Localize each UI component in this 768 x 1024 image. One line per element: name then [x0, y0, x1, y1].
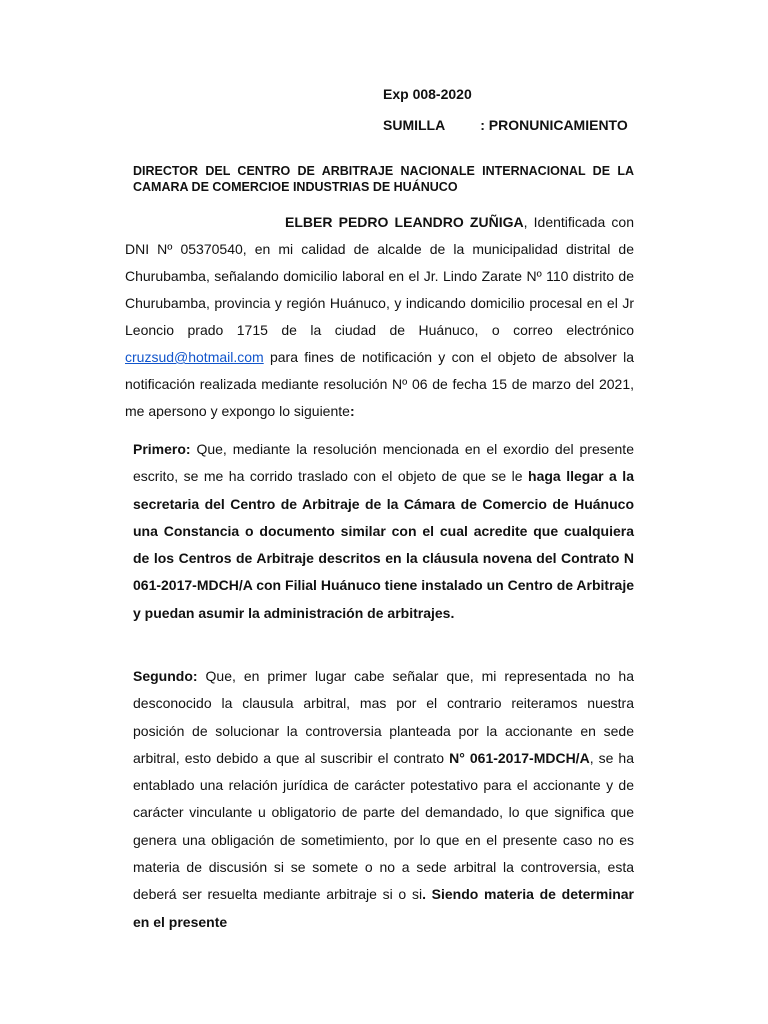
expediente-number: Exp 008-2020: [383, 86, 472, 102]
sumilla-line: [383, 117, 628, 133]
petitioner-name: ELBER PEDRO LEANDRO ZUÑIGA: [285, 214, 524, 230]
primero-text-1: Que, mediante la resolución mencionada en el exordio del presente escrito, se me ha corrido traslado con el objeto de que se le: [133, 441, 634, 485]
intro-paragraph: [125, 209, 634, 425]
segundo-text-1: Que, en primer lugar cabe señalar que, mi representada no ha desconocido la clausula arbitral, mas por el contrario reiteramos nuestra posición de solucionar la controversia planteada por la accionante en sede arbitral, esto debido a que al suscribir el contrato: [133, 668, 634, 766]
sumilla-label: SUMILLA: [383, 117, 446, 133]
intro-text-2: para fines de notificación y con el objeto de absolver la notificación realizada mediante resolución Nº 06 de fecha 15 de marzo del 2021, me apersono y expongo lo siguiente: [125, 349, 634, 419]
segundo-bold-2: . Siendo materia de determinar en el presente: [133, 886, 634, 930]
email-link[interactable]: cruzsud@hotmail.com: [125, 349, 264, 365]
primero-bold-1: haga llegar a la secretaria del Centro de Arbitraje de la Cámara de Comercio de Huánuco una Constancia o documento similar con el cual acredite que cualquiera de los Centros de Arbitraje descritos en la cláusula novena del Contrato N 061-2017-MDCH/A con Filial Huánuco tiene instalado un Centro de Arbitraje y puedan asumir la administración de arbitrajes.: [133, 468, 634, 621]
primero-label: Primero:: [133, 441, 191, 457]
primero-paragraph: [133, 436, 634, 627]
sumilla-value: : PRONUNICAMIENTO: [480, 117, 628, 133]
intro-colon: :: [349, 403, 355, 419]
intro-text-1: , Identificada con DNI Nº 05370540, en mi calidad de alcalde de la municipalidad distrital de Churubamba, señalando domicilio laboral en el Jr. Lindo Zarate Nº 110 distrito de Churubamba, provincia y región Huánuco, y indicando domicilio procesal en el Jr Leoncio prado 1715 de la ciudad de Huánuco, o correo electrónico: [125, 214, 634, 338]
segundo-paragraph: [133, 663, 634, 936]
segundo-label: Segundo:: [133, 668, 198, 684]
segundo-contract-number: N° 061-2017-MDCH/A: [449, 749, 590, 766]
segundo-text-2: , se ha entablado una relación jurídica de carácter potestativo para el accionante y de carácter vinculante u obligatorio de parte del demandado, lo que significa que genera una obligación de sometimiento, por lo que en el presente caso no es materia de discusión si se somete o no a sede arbitral la controversia, esta deberá ser resuelta mediante arbitraje si o si: [133, 749, 634, 903]
addressee-heading: DIRECTOR DEL CENTRO DE ARBITRAJE NACIONALE INTERNACIONAL DE LA CAMARA DE COMERCIOE INDUSTRIAS DE HUÁNUCO: [133, 164, 634, 194]
